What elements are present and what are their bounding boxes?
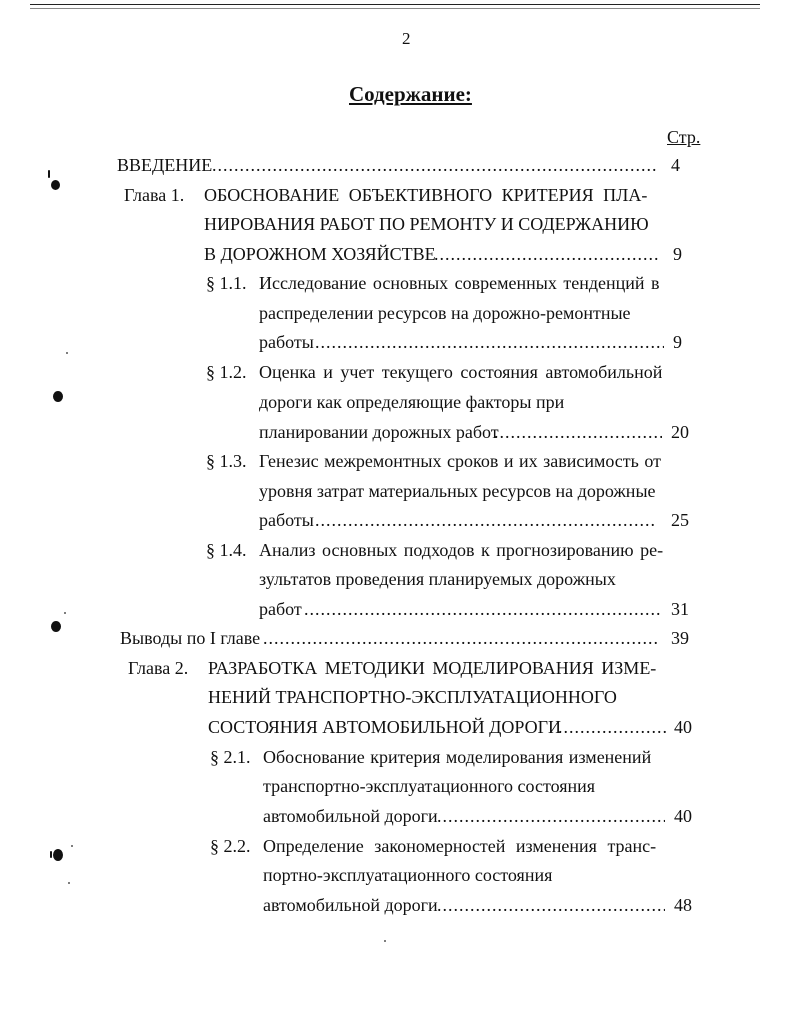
toc-entry-text-line-3: работы [259,510,314,530]
toc-entry-text-line-3: СОСТОЯНИЯ АВТОМОБИЛЬНОЙ ДОРОГИ [208,717,562,737]
binder-hole-mark [51,621,61,632]
toc-page-number: 25 [671,510,689,530]
chapter-label: Глава 1. [124,185,185,205]
toc-entry-text-line-1: Генезис межремонтных сроков и их зависимость от [259,451,661,471]
scan-speck [64,612,66,614]
scan-speck [48,170,50,178]
toc-page-number: 40 [674,717,692,737]
dot-leader [315,509,657,531]
toc-entry-text-line-3: работ [259,599,302,619]
toc-page-number: 9 [673,244,682,264]
toc-entry-text-line-1: ОБОСНОВАНИЕ ОБЪЕКТИВНОГО КРИТЕРИЯ ПЛА- [204,185,648,205]
scan-speck [66,352,68,354]
dot-leader [437,805,665,827]
toc-entry-text-line-1: РАЗРАБОТКА МЕТОДИКИ МОДЕЛИРОВАНИЯ ИЗМЕ- [208,658,657,678]
binder-hole-mark [51,180,60,190]
toc-entry-text-line-2: дороги как определяющие факторы при [259,392,565,412]
toc-entry-text-line-1: Оценка и учет текущего состояния автомобильной [259,362,663,382]
toc-page-number: 9 [673,332,682,352]
binder-hole-mark [53,849,63,861]
toc-page-number: 20 [671,422,689,442]
page-number: 2 [402,29,411,48]
scan-speck [68,882,70,884]
dot-leader [494,421,662,443]
toc-page-number: 48 [674,895,692,915]
section-label: § 2.2. [210,836,251,856]
toc-entry-text-line-1: Обоснование критерия моделирования изменений [263,747,652,767]
toc-entry-text-line-1: Определение закономерностей изменения транс- [263,836,657,856]
dot-leader [263,627,658,649]
page-title: Содержание: [349,82,472,106]
toc-page-number: 39 [671,628,689,648]
toc-entry-text-line-2: транспортно-эксплуатационного состояния [263,776,596,796]
toc-entry-text-line-3: работы [259,332,314,352]
dot-leader [437,894,665,916]
section-label: § 2.1. [210,747,251,767]
toc-entry-text-line-3: автомобильной дороги [263,806,438,826]
toc-entry-text-line-3: автомобильной дороги [263,895,438,915]
chapter-label: Глава 2. [128,658,189,678]
page-column-label: Стр. [667,127,701,147]
toc-page-number: 31 [671,599,689,619]
toc-page-number: 4 [671,155,680,175]
toc-entry-text-line-2: распределении ресурсов на дорожно-ремонтные [259,303,631,323]
section-label: § 1.1. [206,273,247,293]
dot-leader [558,716,666,738]
toc-entry-text-line-2: зультатов проведения планируемых дорожных [259,569,616,589]
top-border-line [30,4,760,5]
scan-speck [384,940,386,942]
toc-entry-text-line-2: НЕНИЙ ТРАНСПОРТНО-ЭКСПЛУАТАЦИОННОГО [208,687,617,707]
toc-entry-text-line-2: портно-эксплуатационного состояния [263,865,553,885]
toc-page-number: 40 [674,806,692,826]
dot-leader [434,243,660,265]
section-label: § 1.4. [206,540,247,560]
section-label: § 1.3. [206,451,247,471]
top-border-line-thin [30,8,760,9]
toc-entry-text: Выводы по I главе [120,628,261,648]
toc-entry-text-line-2: уровня затрат материальных ресурсов на дорожные [259,481,656,501]
toc-entry-text: ВВЕДЕНИЕ [117,155,213,175]
dot-leader [304,598,662,620]
section-label: § 1.2. [206,362,247,382]
dot-leader [315,331,664,353]
scan-speck [71,845,73,847]
toc-entry-text-line-1: Анализ основных подходов к прогнозированию ре- [259,540,664,560]
binder-hole-mark [53,391,63,402]
scan-speck [50,851,52,858]
toc-entry-text-line-2: НИРОВАНИЯ РАБОТ ПО РЕМОНТУ И СОДЕРЖАНИЮ [204,214,649,234]
toc-entry-text-line-3: В ДОРОЖНОМ ХОЗЯЙСТВЕ [204,244,436,264]
toc-entry-text-line-3: планировании дорожных работ [259,422,499,442]
toc-entry-text-line-1: Исследование основных современных тенденций в [259,273,660,293]
dot-leader [212,154,658,176]
